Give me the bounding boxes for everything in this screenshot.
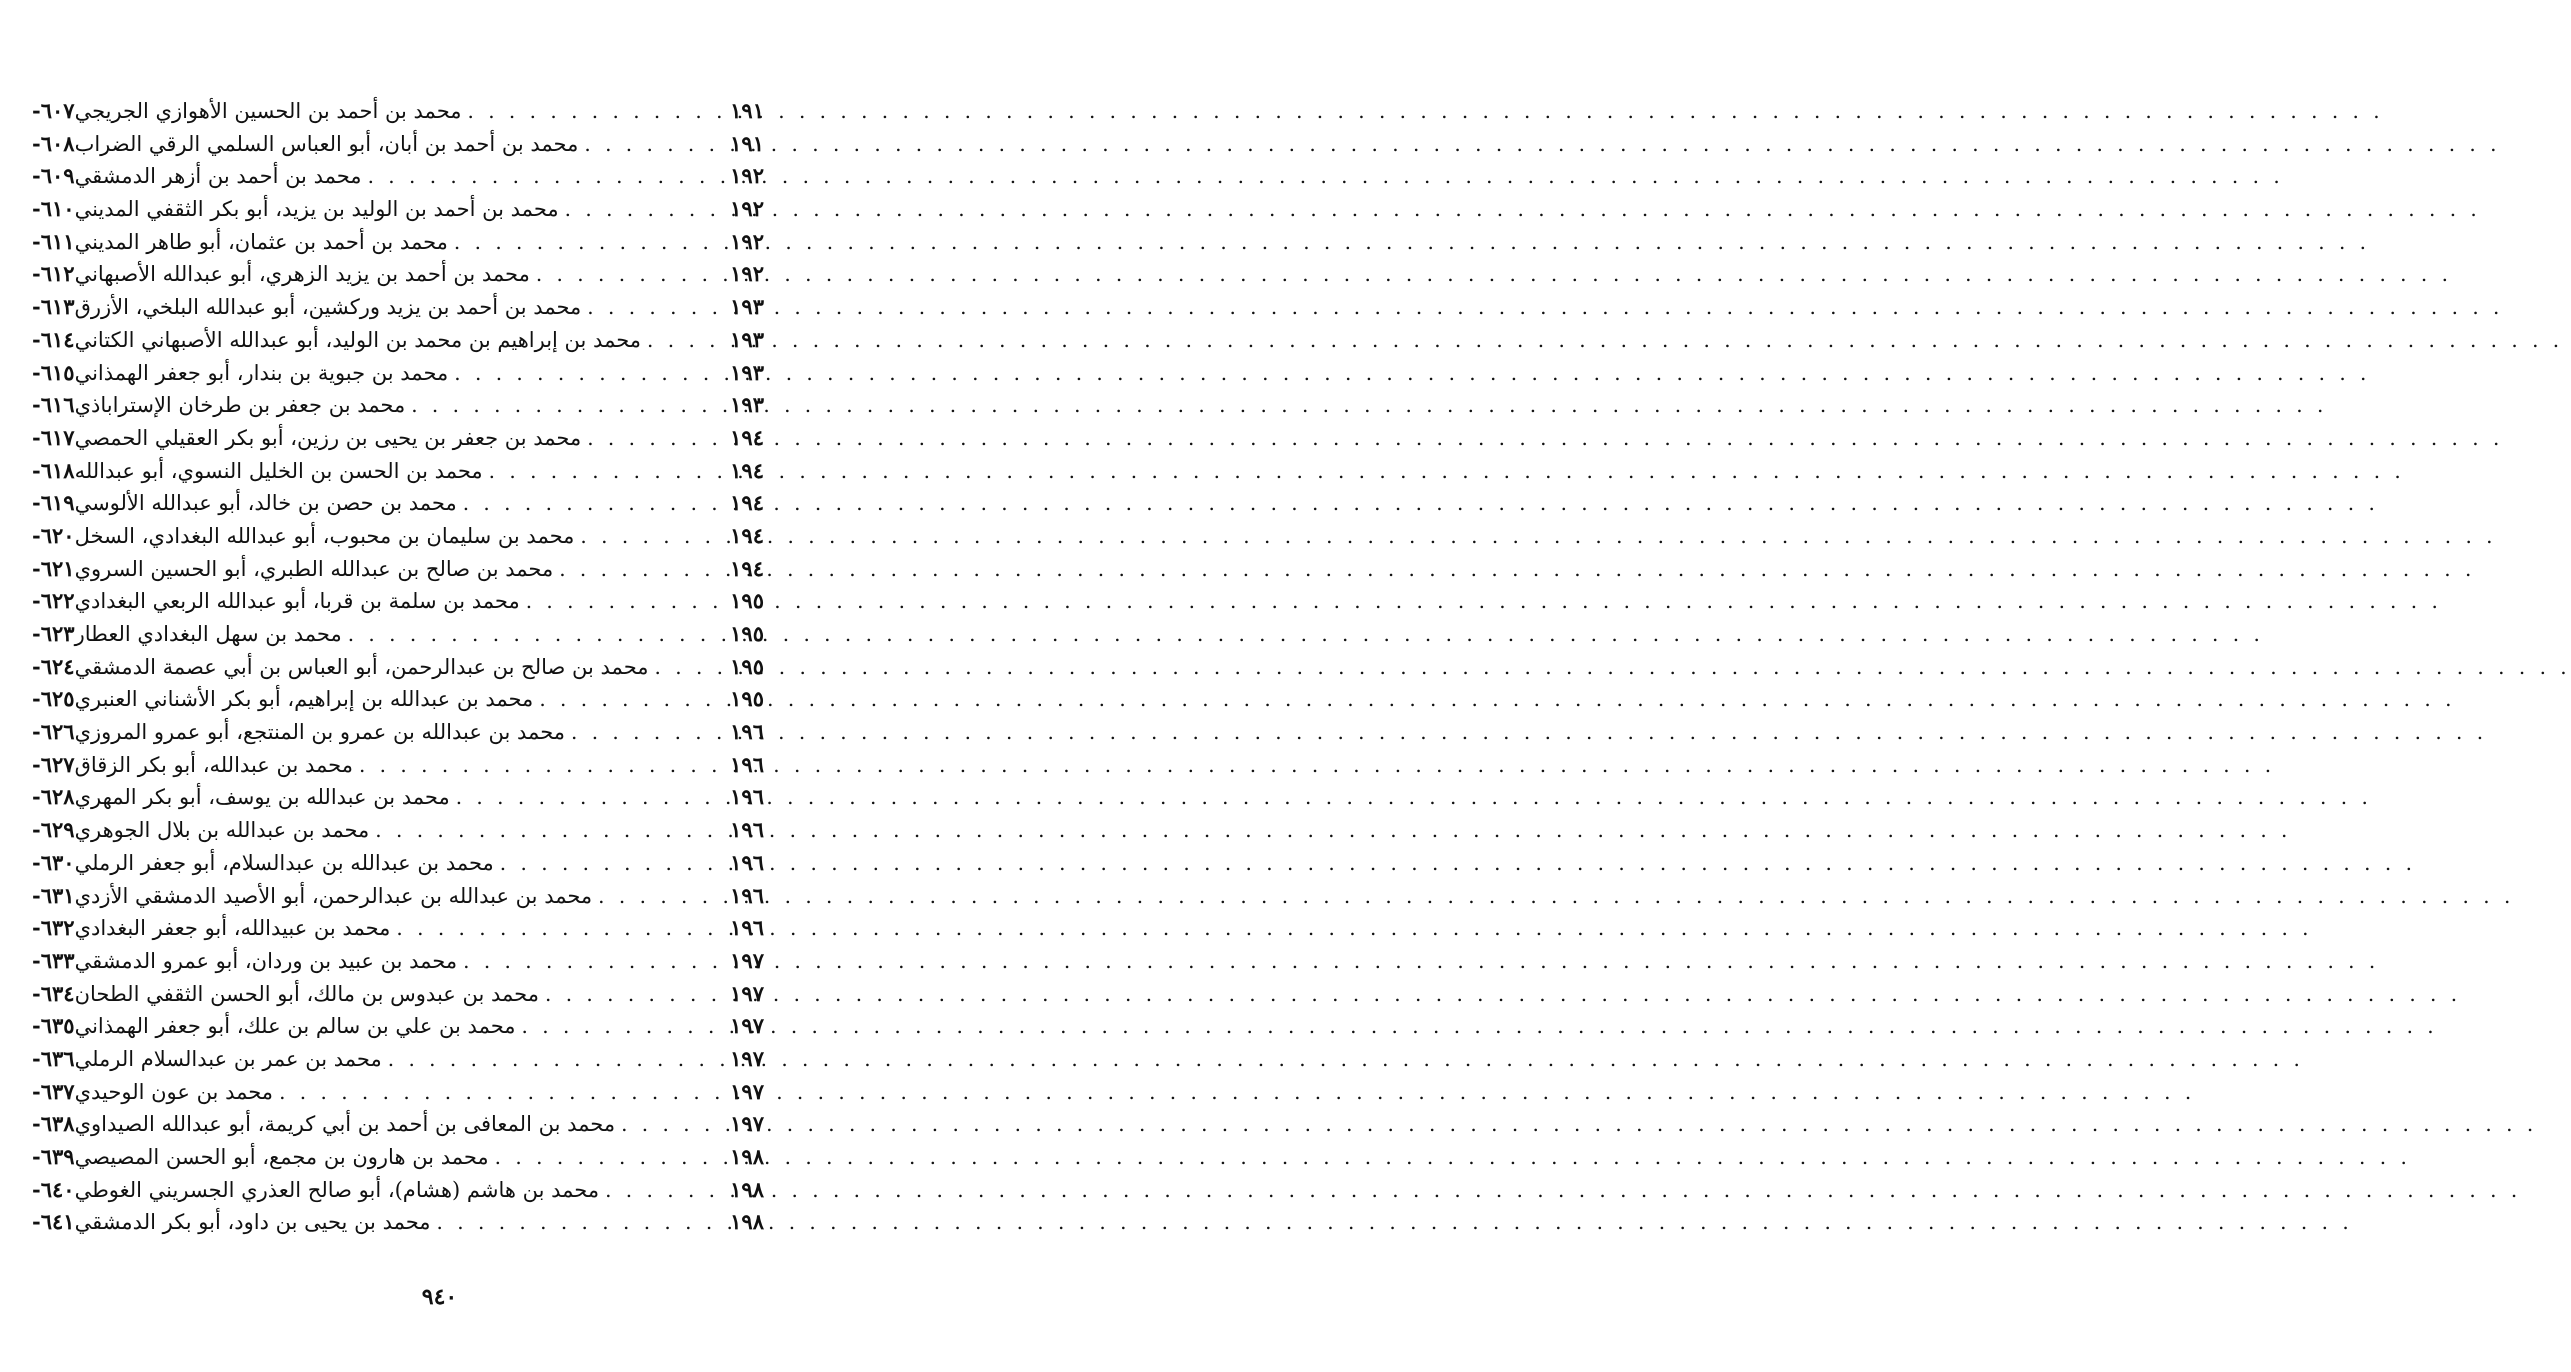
entry-title: محمد بن سلمة بن قربا، أبو عبدالله الربعي البغدادي xyxy=(74,589,520,614)
entry-number: ٦٠٨- xyxy=(32,130,75,156)
entry-title: محمد بن المعافى بن أحمد بن أبي كريمة، أبو عبدالله الصيداوي xyxy=(74,1112,616,1137)
dot-leader xyxy=(539,982,730,1006)
toc-entry xyxy=(28,523,764,556)
entry-page: ١٩٨ xyxy=(730,1176,764,1202)
entry-title: محمد بن عبيدالله، أبو جعفر البغدادي xyxy=(74,916,391,941)
entry-number: ٦١٦- xyxy=(32,392,75,418)
entry-number: ٦٢٦- xyxy=(32,719,75,745)
entry-title: محمد بن أحمد بن يزيد الزهري، أبو عبدالله الأصبهاني xyxy=(74,262,530,287)
entry-title: محمد بن عبدالله بن عبدالسلام، أبو جعفر الرملي xyxy=(74,850,494,875)
dot-leader xyxy=(483,459,731,483)
entry-number: ٦٣٢- xyxy=(32,915,75,941)
entry-title: محمد بن صالح بن عبدالله الطبري، أبو الحسين السروي xyxy=(74,556,554,581)
toc-entry xyxy=(28,784,764,817)
entry-number: ٦٢٨- xyxy=(32,784,75,810)
dot-leader xyxy=(599,1178,730,1202)
toc-entry xyxy=(28,686,764,719)
dot-leader xyxy=(362,164,731,188)
entry-number: ٦١٤- xyxy=(32,326,75,352)
toc-entry xyxy=(28,948,764,981)
toc-entry xyxy=(28,458,764,491)
dot-leader xyxy=(494,851,730,875)
toc-entry xyxy=(28,588,764,621)
entry-number: ٦٢١- xyxy=(32,555,75,581)
entry-title: محمد بن أحمد بن عثمان، أبو طاهر المديني xyxy=(74,229,448,254)
entry-number: ٦٠٩- xyxy=(32,163,75,189)
toc-entry xyxy=(28,163,764,196)
entry-number: ٦١٧- xyxy=(32,424,75,450)
entry-title: محمد بن أحمد بن أبان، أبو العباس السلمي الرقي الضراب xyxy=(74,131,579,156)
toc-entry xyxy=(28,327,764,360)
entry-page: ١٩٧ xyxy=(730,1078,764,1104)
entry-number: ٦٢٠- xyxy=(32,522,75,548)
toc-entry xyxy=(28,981,764,1014)
entry-page: ١٩٤ xyxy=(730,522,764,548)
toc-entry xyxy=(28,1046,764,1079)
dot-leader xyxy=(448,361,730,385)
entry-page: ١٩١ xyxy=(730,130,764,156)
entry-page: ١٩٧ xyxy=(730,980,764,1006)
dot-leader xyxy=(342,622,730,646)
toc-entry xyxy=(28,915,764,948)
entry-page: ١٩٨ xyxy=(730,1144,764,1169)
entry-number: ٦٢٩- xyxy=(32,817,75,843)
entry-title: محمد بن سليمان بن محبوب، أبو عبدالله البغدادي، السخل xyxy=(74,523,575,548)
entry-title: محمد بن أحمد بن الحسين الأهوازي الجريجي xyxy=(74,99,462,123)
entry-title: محمد بن جعفر بن طرخان الإستراباذي xyxy=(74,393,406,418)
dot-leader xyxy=(649,655,731,679)
entry-page: ١٩١ xyxy=(730,98,764,123)
entry-number: ٦١٣- xyxy=(32,294,75,320)
toc-entry xyxy=(28,1177,764,1210)
dot-leader xyxy=(516,1014,731,1038)
entry-number: ٦٣١- xyxy=(32,882,75,908)
entry-number: ٦٤١- xyxy=(32,1209,75,1235)
toc-entry xyxy=(28,1111,764,1144)
entry-title: محمد بن هارون بن مجمع، أبو الحسن المصيصي xyxy=(74,1145,489,1169)
toc-entry xyxy=(28,490,764,523)
dot-leader xyxy=(382,1047,730,1071)
entry-page: ١٩٥ xyxy=(730,621,764,646)
entry-number: ٦٢٥- xyxy=(32,686,75,712)
entry-number: ٦٣٥- xyxy=(32,1013,75,1039)
entry-page: ١٩٢ xyxy=(730,261,764,287)
entry-title: محمد بن أحمد بن أزهر الدمشقي xyxy=(74,164,362,189)
toc-entry xyxy=(28,850,764,883)
entry-number: ٦٤٠- xyxy=(32,1176,75,1202)
toc-entry xyxy=(28,556,764,589)
entry-title: محمد بن يحيى بن داود، أبو بكر الدمشقي xyxy=(74,1210,431,1235)
dot-leader xyxy=(273,1080,730,1104)
entry-page: ١٩٧ xyxy=(730,1045,764,1071)
toc-entry xyxy=(28,98,764,131)
entry-number: ٦٣٦- xyxy=(32,1045,75,1071)
entry-title: محمد بن عون الوحيدي xyxy=(74,1079,274,1104)
entry-title: محمد بن هاشم (هشام)، أبو صالح العذري الجسريني الغوطي xyxy=(74,1177,600,1202)
entry-number: ٦٣٣- xyxy=(32,947,75,973)
entry-page: ١٩٦ xyxy=(730,882,764,908)
entry-page: ١٩٧ xyxy=(730,1111,764,1137)
entry-page: ١٩٢ xyxy=(730,196,764,222)
entry-number: ٦٣٩- xyxy=(32,1144,75,1169)
entry-number: ٦٣٤- xyxy=(32,980,75,1006)
toc-entry xyxy=(28,817,764,850)
dot-leader xyxy=(390,916,730,940)
toc-entry xyxy=(28,883,764,916)
dot-leader xyxy=(431,1210,731,1234)
dot-leader xyxy=(448,230,730,254)
dot-leader xyxy=(353,753,730,777)
dot-leader xyxy=(489,1145,730,1169)
entry-page: ١٩٢ xyxy=(730,228,764,254)
entry-page: ١٩٦ xyxy=(730,751,764,777)
toc-entry xyxy=(28,1144,764,1177)
entry-number: ٦١٠- xyxy=(32,196,75,222)
entry-title: محمد بن إبراهيم بن محمد بن الوليد، أبو عبدالله الأصبهاني الكتاني xyxy=(74,327,642,352)
entry-page: ١٩٦ xyxy=(730,784,764,810)
entry-number: ٦٢٧- xyxy=(32,751,75,777)
toc-entry xyxy=(28,360,764,393)
entry-title: محمد بن عبدالله بن عبدالرحمن، أبو الأصيد الدمشقي الأزدي xyxy=(74,883,593,908)
entry-title: محمد بن عبدالله بن إبراهيم، أبو بكر الأشناني العنبري xyxy=(74,687,534,712)
entry-number: ٦١٥- xyxy=(32,359,75,385)
entry-page: ١٩٣ xyxy=(730,392,764,418)
entry-page: ١٩٤ xyxy=(730,424,764,450)
toc-entry xyxy=(28,131,764,164)
dot-leader xyxy=(369,818,730,842)
toc-entry xyxy=(28,392,764,425)
entry-number: ٦٣٠- xyxy=(32,849,75,875)
entry-number: ٦١٨- xyxy=(32,457,75,483)
entry-title: محمد بن عبدالله بن بلال الجوهري xyxy=(74,818,370,843)
entry-title: محمد بن عمر بن عبدالسلام الرملي xyxy=(74,1046,382,1071)
entry-page: ١٩٤ xyxy=(730,457,764,483)
entry-number: ٦٢٤- xyxy=(32,653,75,679)
entry-page: ١٩٣ xyxy=(730,359,764,385)
toc-entry xyxy=(28,229,764,262)
entry-page: ١٩٥ xyxy=(730,588,764,614)
toc-entry xyxy=(28,1209,764,1242)
toc-entry xyxy=(28,719,764,752)
entry-page: ١٩٦ xyxy=(730,817,764,843)
dot-leader xyxy=(615,1112,730,1136)
dot-leader xyxy=(530,262,730,286)
table-of-contents xyxy=(28,98,764,1242)
entry-title: محمد بن الحسن بن الخليل النسوي، أبو عبدالله xyxy=(74,458,483,483)
entry-number: ٦٢٢- xyxy=(32,588,75,614)
entry-page: ١٩٢ xyxy=(730,163,764,189)
entry-page: ١٩٣ xyxy=(730,294,764,320)
dot-leader xyxy=(457,949,730,973)
entry-number: ٦١٩- xyxy=(32,490,75,516)
dot-leader xyxy=(581,295,730,319)
entry-title: محمد بن أحمد بن الوليد بن يزيد، أبو بكر الثقفي المديني xyxy=(74,197,559,222)
entry-number: ٦٠٧- xyxy=(32,98,75,123)
dot-leader xyxy=(574,524,730,548)
dot-leader xyxy=(578,132,730,156)
entry-title: محمد بن عبيد بن وردان، أبو عمرو الدمشقي xyxy=(74,948,458,973)
toc-entry xyxy=(28,654,764,687)
dot-leader xyxy=(462,99,731,123)
dot-leader xyxy=(559,197,731,221)
entry-page: ١٩٧ xyxy=(730,947,764,973)
entry-title: محمد بن علي بن سالم بن علك، أبو جعفر الهمذاني xyxy=(74,1014,516,1039)
dot-leader xyxy=(520,589,730,613)
dot-leader xyxy=(565,720,730,744)
entry-title: محمد بن عبدالله بن يوسف، أبو بكر المهري xyxy=(74,785,450,810)
dot-leader xyxy=(641,328,730,352)
toc-entry xyxy=(28,1079,764,1112)
entry-page: ١٩٦ xyxy=(730,849,764,875)
page-number: ٩٤٠ xyxy=(421,1284,458,1310)
toc-entry xyxy=(28,1013,764,1046)
entry-number: ٦١١- xyxy=(32,228,75,254)
toc-entry xyxy=(28,261,764,294)
toc-entry xyxy=(28,294,764,327)
entry-title: محمد بن أحمد بن يزيد وركشين، أبو عبدالله البلخي، الأزرق xyxy=(74,295,582,320)
dot-leader xyxy=(405,393,730,417)
entry-title: محمد بن عبدالله، أبو بكر الزقاق xyxy=(74,752,353,777)
entry-title: محمد بن سهل البغدادي العطار xyxy=(74,622,342,646)
entry-title: محمد بن عبدالله بن عمرو بن المنتجع، أبو عمرو المروزي xyxy=(74,720,565,745)
dot-leader xyxy=(581,426,730,450)
dot-leader xyxy=(553,557,730,581)
entry-title: محمد بن صالح بن عبدالرحمن، أبو العباس بن أبي عصمة الدمشقي xyxy=(74,654,649,679)
entry-page: ١٩٨ xyxy=(730,1209,764,1235)
entry-title: محمد بن جعفر بن يحيى بن رزين، أبو بكر العقيلي الحمصي xyxy=(74,425,582,450)
entry-page: ١٩٦ xyxy=(730,915,764,941)
entry-page: ١٩٥ xyxy=(730,686,764,712)
dot-leader xyxy=(457,491,730,515)
dot-leader xyxy=(450,785,730,809)
toc-entry xyxy=(28,425,764,458)
entry-title: محمد بن حصن بن خالد، أبو عبدالله الألوسي xyxy=(74,491,457,516)
entry-title: محمد بن عبدوس بن مالك، أبو الحسن الثقفي الطحان xyxy=(74,981,539,1006)
toc-entry xyxy=(28,621,764,654)
dot-leader xyxy=(533,687,730,711)
entry-page: ١٩٣ xyxy=(730,326,764,352)
toc-entry xyxy=(28,752,764,785)
dot-leader xyxy=(592,884,730,908)
entry-number: ٦٢٣- xyxy=(32,621,75,646)
toc-entry xyxy=(28,196,764,229)
entry-page: ١٩٦ xyxy=(730,719,764,745)
entry-number: ٦٣٨- xyxy=(32,1111,75,1137)
entry-page: ١٩٤ xyxy=(730,555,764,581)
entry-number: ٦١٢- xyxy=(32,261,75,287)
entry-number: ٦٣٧- xyxy=(32,1078,75,1104)
entry-page: ١٩٧ xyxy=(730,1013,764,1039)
entry-page: ١٩٤ xyxy=(730,490,764,516)
entry-page: ١٩٥ xyxy=(730,653,764,679)
entry-title: محمد بن جبوية بن بندار، أبو جعفر الهمذاني xyxy=(74,360,449,385)
